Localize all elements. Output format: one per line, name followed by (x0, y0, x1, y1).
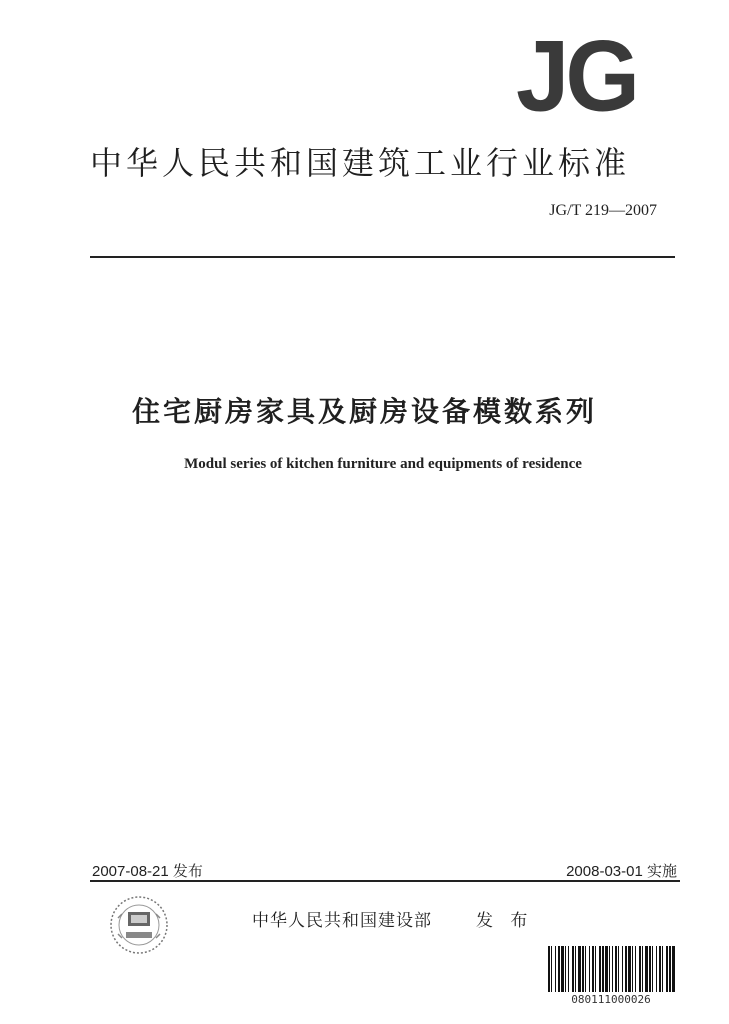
title-english: Modul series of kitchen furniture and equipments of residence (184, 456, 582, 472)
issuer: 中华人民共和国建设部 (252, 911, 432, 931)
barcode-number: 080111000026 (571, 993, 651, 1006)
standard-code: JG/T 219—2007 (549, 202, 657, 219)
footer-divider (90, 880, 680, 882)
implement-date: 2008-03-01 实施 (566, 863, 677, 880)
header-divider (90, 256, 675, 258)
standard-category: 中华人民共和国建筑工业行业标准 (90, 144, 631, 182)
seal-stamp-icon (108, 894, 170, 956)
jg-logo: JG (515, 20, 636, 133)
issue-label: 发 布 (476, 911, 534, 931)
barcode-icon (546, 946, 676, 992)
title-chinese: 住宅厨房家具及厨房设备模数系列 (131, 395, 597, 428)
publish-date: 2007-08-21 发布 (92, 863, 203, 880)
